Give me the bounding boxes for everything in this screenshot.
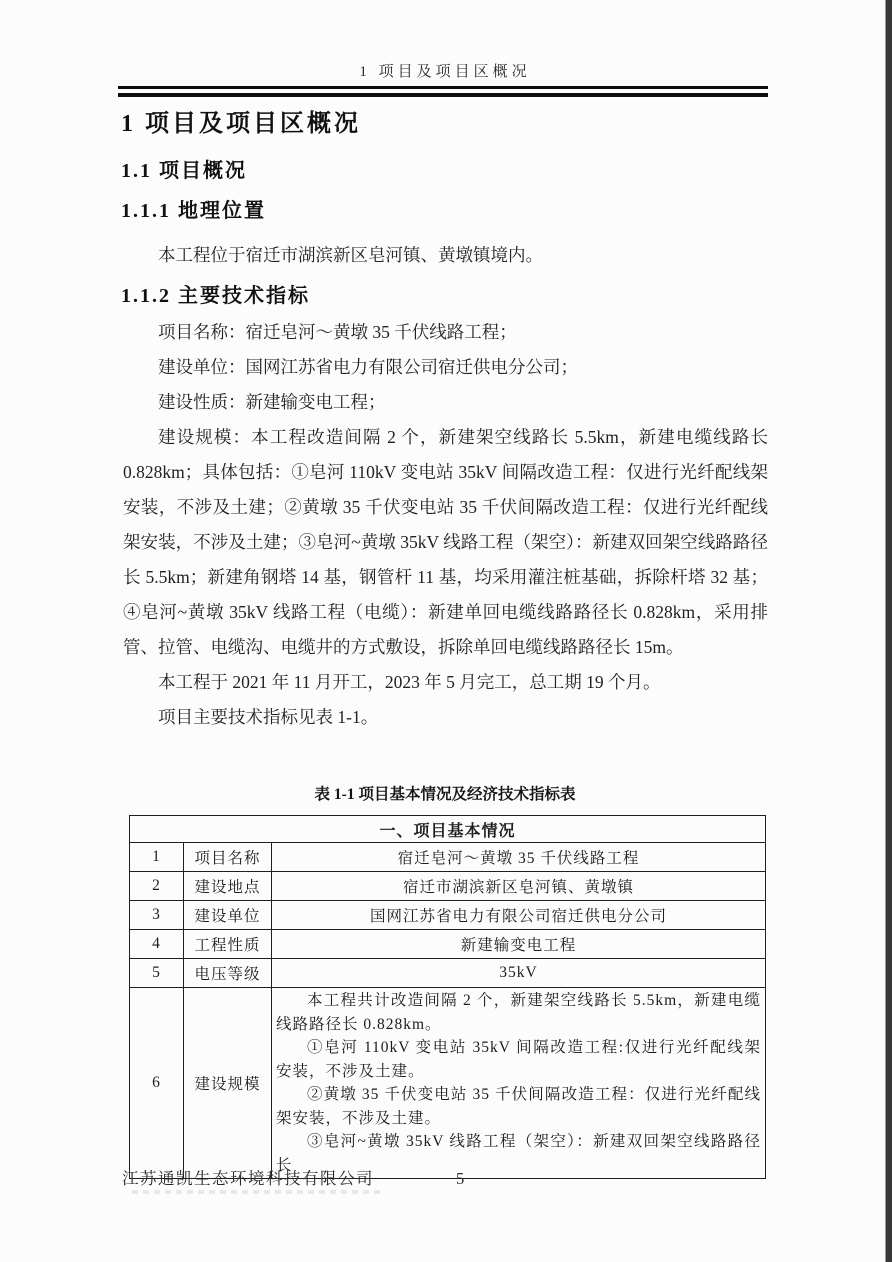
scan-artifact — [132, 1190, 382, 1194]
row-number: 3 — [130, 901, 184, 930]
row-label: 建设地点 — [184, 872, 272, 901]
row-label: 项目名称 — [184, 843, 272, 872]
section-heading: 1.1 项目概况 — [121, 160, 247, 182]
chapter-heading: 1 项目及项目区概况 — [121, 111, 361, 137]
table-section-header-row — [130, 816, 766, 843]
paragraph-location: 本工程位于宿迁市湖滨新区皂河镇、黄墩镇境内。 — [158, 245, 543, 265]
table-section-header: 一、项目基本情况 — [130, 816, 766, 843]
row-number: 2 — [130, 872, 184, 901]
running-header — [122, 60, 768, 81]
row-value: 国网江苏省电力有限公司宿迁供电分公司 — [272, 901, 766, 930]
project-info-table — [129, 815, 766, 1179]
table-row — [130, 901, 766, 930]
paragraph-nature: 建设性质：新建输变电工程； — [158, 392, 386, 412]
table-row — [130, 959, 766, 988]
subsection-tech-heading: 1.1.2 主要技术指标 — [121, 285, 310, 307]
paragraph-table-ref: 项目主要技术指标见表 1-1。 — [158, 707, 379, 727]
row-value: 宿迁皂河～黄墩 35 千伏线路工程 — [272, 843, 766, 872]
row-number: 5 — [130, 959, 184, 988]
row-number: 6 — [130, 988, 184, 1179]
row-value: 宿迁市湖滨新区皂河镇、黄墩镇 — [272, 872, 766, 901]
table-caption: 表 1-1 项目基本情况及经济技术指标表 — [314, 786, 576, 803]
paragraph-project-name: 项目名称：宿迁皂河～黄墩 35 千伏线路工程； — [158, 322, 517, 342]
scan-edge-shadow — [885, 0, 892, 1262]
row-value: 新建输变电工程 — [272, 930, 766, 959]
running-header-title: 1 项目及项目区概况 — [359, 64, 531, 80]
scale-paragraph: ②黄墩 35 千伏变电站 35 千伏间隔改造工程：仅进行光纤配线架安装，不涉及土建。 — [276, 1086, 761, 1127]
header-double-rule — [118, 86, 768, 97]
page-footer — [122, 1167, 768, 1191]
table-row — [130, 930, 766, 959]
paragraph-builder: 建设单位：国网江苏省电力有限公司宿迁供电分公司； — [158, 357, 578, 377]
row-label: 工程性质 — [184, 930, 272, 959]
scale-paragraph: 本工程共计改造间隔 2 个，新建架空线路长 5.5km，新建电缆线路路径长 0.828km。 — [276, 992, 761, 1033]
body-text — [123, 315, 768, 735]
paragraph-scale: 建设规模：本工程改造间隔 2 个，新建架空线路长 5.5km，新建电缆线路长 0.828km；具体包括：①皂河 110kV 变电站 35kV 间隔改造工程：仅进行光纤配线架安装，不涉及土建；②黄墩 35 千伏变电站 35 千伏间隔改造工程：仅进行光纤配线架安装，不涉及土建；③皂河~黄墩 35kV 线路工程（架空）：新建双回架空线路路径长 5.5km；新建角钢塔 14 基，钢管杆 11 基，均采用灌注桩基础，拆除杆塔 32 基；④皂河~黄墩 35kV 线路工程（电缆）：新建单回电缆线路路径长 0.828km，采用排管、拉管、电缆沟、电缆井的方式敷设，拆除单回电缆线路路径长 15m。 — [123, 427, 768, 657]
row-number: 4 — [130, 930, 184, 959]
table-row — [130, 872, 766, 901]
paragraph-schedule: 本工程于 2021 年 11 月开工，2023 年 5 月完工，总工期 19 个月。 — [158, 672, 661, 692]
row-label: 建设规模 — [184, 988, 272, 1179]
row-label: 建设单位 — [184, 901, 272, 930]
row-value-scale — [272, 988, 766, 1179]
footer-company: 江苏通凯生态环境科技有限公司 — [122, 1169, 374, 1188]
scale-paragraph: ①皂河 110kV 变电站 35kV 间隔改造工程:仅进行光纤配线架安装，不涉及土建。 — [276, 1039, 761, 1080]
table-row-scale — [130, 988, 766, 1179]
table-row — [130, 843, 766, 872]
row-number: 1 — [130, 843, 184, 872]
row-label: 电压等级 — [184, 959, 272, 988]
row-value: 35kV — [272, 959, 766, 988]
footer-page-number: 5 — [456, 1169, 465, 1188]
scale-paragraph: ③皂河~黄墩 35kV 线路工程（架空）：新建双回架空线路路径长 — [276, 1133, 761, 1174]
subsection-location-heading: 1.1.1 地理位置 — [121, 200, 266, 222]
